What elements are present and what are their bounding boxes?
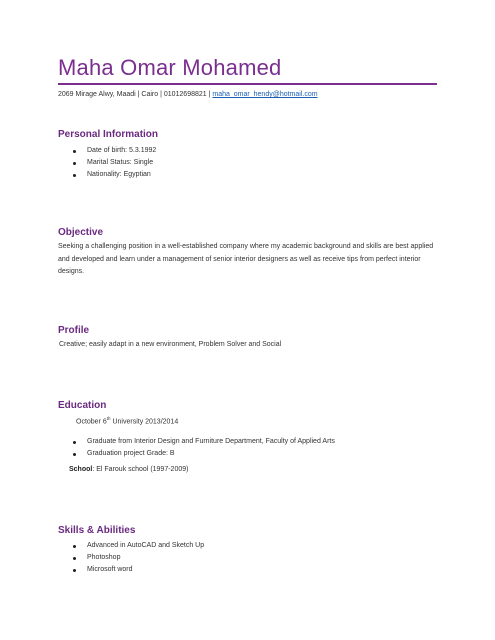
skills-heading: Skills & Abilities — [58, 525, 136, 536]
school-line — [69, 466, 188, 473]
header-rule — [58, 83, 437, 85]
list-item: Advanced in AutoCAD and Sketch Up — [58, 540, 204, 552]
education-list — [58, 436, 335, 460]
list-item: Photoshop — [58, 552, 204, 564]
profile-text: Creative; easily adapt in a new environment, Problem Solver and Social — [59, 341, 282, 348]
contact-email-link[interactable]: maha_omar_hendy@hotmail.com — [212, 91, 318, 98]
profile-heading: Profile — [58, 325, 90, 336]
resume-name: Maha Omar Mohamed — [58, 55, 282, 80]
school-text: : El Farouk school (1997-2009) — [92, 466, 189, 473]
education-heading: Education — [58, 400, 107, 411]
personal-info-heading: Personal Information — [58, 129, 159, 140]
contact-line — [58, 91, 318, 98]
list-item: Nationality: Egyptian — [58, 169, 156, 181]
list-item: Graduate from Interior Design and Furniture Department, Faculty of Applied Arts — [58, 436, 335, 448]
contact-address: 2069 Mirage Alwy, Maadi | Cairo | 01012698821 — [58, 91, 207, 98]
list-item: Marital Status: Single — [58, 157, 156, 169]
personal-info-list — [58, 145, 156, 181]
university-line: October 6th University 2013/2014 — [76, 416, 179, 426]
list-item: Graduation project Grade: B — [58, 448, 335, 460]
contact-separator: | — [208, 91, 211, 98]
objective-text: Seeking a challenging position in a well-established company where my academic background and skills are best applied and developed and learn under a management of senior interior designers as well as receive tips from perfect interior designs. — [58, 243, 434, 275]
school-label: School — [69, 466, 93, 473]
skills-list — [58, 540, 204, 576]
list-item: Date of birth: 5.3.1992 — [58, 145, 156, 157]
list-item: Microsoft word — [58, 564, 204, 576]
objective-heading: Objective — [58, 227, 104, 238]
